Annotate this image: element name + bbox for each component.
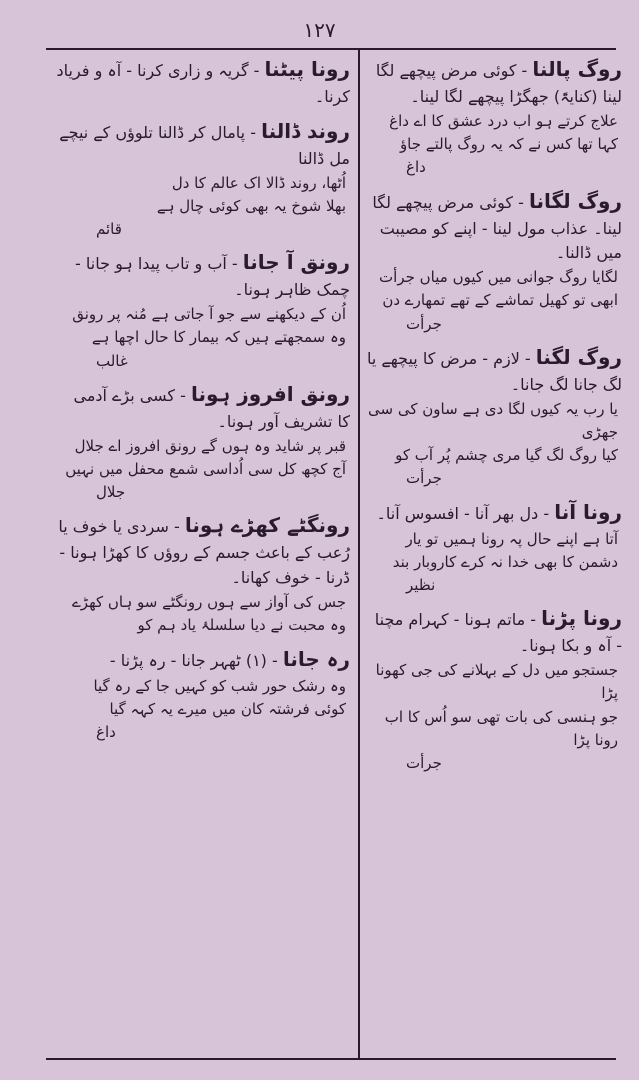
- headword: رونا پیٹنا: [264, 57, 350, 81]
- definition: - کوئی مرض پیچھے لگا لینا (کنایۃً) جھگڑا پیچھے لگا لینا۔: [375, 61, 622, 106]
- verse-line: آتا ہے اپنے حال پہ رونا ہمیں تو یار: [405, 529, 618, 548]
- dictionary-entry: [366, 54, 622, 180]
- bottom-rule: [46, 1058, 616, 1060]
- verse-line: جس کی آواز سے ہوں رونگٹے سو ہاں کھڑے: [72, 593, 346, 612]
- verse-line: یا رب یہ کیوں لگا دی ہے ساون کی سی جھڑی: [368, 399, 618, 441]
- verse-line: اُن کے دیکھنے سے جو آ جاتی ہے مُنہ پر رونق: [72, 305, 346, 324]
- verse-line: وہ محبت نے دیا سلسلۂ یاد ہم کو: [137, 616, 346, 635]
- verse-line: کوئی فرشتہ کان میں میرے یہ کہہ گیا: [109, 699, 346, 718]
- verse-line: دشمن کا بھی خدا نہ کرے کاروبار بند: [392, 552, 618, 571]
- headword: رونا آنا: [554, 499, 622, 524]
- verse-line: ابھی تو کھیل تماشے کے تھے تمھارے دن: [382, 291, 618, 310]
- headword: رونگٹے کھڑے ہونا: [184, 513, 350, 538]
- headword: رونا پڑنا: [541, 606, 622, 631]
- dictionary-entry: [56, 247, 350, 373]
- headword: روگ پالنا: [532, 57, 622, 81]
- headword: رونق افروز ہونا: [190, 381, 350, 406]
- dictionary-entry: [56, 54, 350, 110]
- dictionary-entry: [56, 644, 350, 745]
- verse-line: بھلا شوخ یہ بھی کوئی چال ہے: [156, 196, 346, 215]
- poet-name: داغ: [406, 158, 426, 177]
- right-column: [366, 54, 622, 781]
- poet-name: جلال: [96, 483, 126, 502]
- verse-line: وہ رشک حور شب کو کہیں جا کے رہ گیا: [93, 676, 346, 695]
- verse-line: کیا روگ لگ گیا مری چشم پُر آب کو: [395, 446, 618, 465]
- dictionary-entry: [56, 510, 350, 637]
- verse-line: آج کچھ کل سی اُداسی شمع محفل میں نہیں: [65, 459, 346, 478]
- definition: - دل بھر آنا - افسوس آنا۔: [376, 503, 550, 523]
- dictionary-entry: [366, 603, 622, 775]
- top-rule: [46, 48, 616, 50]
- poet-name: جرأت: [406, 469, 442, 488]
- dictionary-entry: [56, 379, 350, 505]
- definition: - سردی یا خوف یا رُعب کے باعث جسم کے روؤں کا کھڑا ہونا - ڈرنا - خوف کھانا۔: [58, 517, 350, 588]
- verse-line: کہا تھا کس نے کہ یہ روگ پالتے جاؤ: [399, 135, 618, 154]
- poet-name: جرأت: [406, 314, 442, 333]
- definition: - ماتم ہونا - کہرام مچنا - آہ و بکا ہونا۔: [374, 610, 622, 656]
- dictionary-entry: [56, 116, 350, 242]
- poet-name: قائم: [96, 220, 122, 239]
- headword: رہ جانا: [282, 646, 350, 671]
- definition: - کسی بڑے آدمی کا تشریف آور ہونا۔: [73, 385, 350, 431]
- verse-line: لگایا روگ جوانی میں کیوں میاں جرأت: [379, 268, 618, 287]
- definition: - پامال کر ڈالنا تلوؤں کے نیچے مل ڈالنا: [59, 122, 350, 168]
- poet-name: غالب: [96, 351, 128, 370]
- definition: - گریہ و زاری کرنا - آہ و فریاد کرنا۔: [56, 61, 350, 106]
- headword: روگ لگنا: [535, 344, 622, 369]
- headword: روند ڈالنا: [261, 118, 350, 143]
- definition: - آب و تاب پیدا ہو جانا - چمک ظاہر ہونا۔: [75, 254, 350, 300]
- verse-line: جستجو میں دل کے بہلانے کی جی کھونا پڑا: [375, 661, 618, 703]
- poet-name: نظیر: [406, 576, 436, 595]
- verse-line: علاج کرتے ہو اب درد عشق کا اے داغ: [389, 111, 618, 130]
- dictionary-entry: [366, 186, 622, 336]
- dictionary-entry: [366, 342, 622, 491]
- headword: روگ لگانا: [528, 188, 622, 213]
- verse-line: جو ہنسی کی بات تھی سو اُس کا اب رونا پڑا: [384, 707, 618, 749]
- column-divider: [358, 48, 360, 1058]
- dictionary-entry: [366, 497, 622, 598]
- definition: - (۱) ٹھہر جانا - رہ پڑنا -: [109, 650, 278, 670]
- left-column: [56, 54, 350, 750]
- verse-line: وہ سمجھتے ہیں کہ بیمار کا حال اچھا ہے: [91, 328, 346, 347]
- page-number: ۱۲۷: [303, 18, 336, 42]
- headword: رونق آ جانا: [242, 250, 350, 275]
- definition: - کوئی مرض پیچھے لگا لینا۔ عذاب مول لینا - اپنے کو مصیبت میں ڈالنا۔: [372, 192, 622, 263]
- poet-name: جرأت: [406, 754, 442, 773]
- poet-name: داغ: [96, 723, 116, 742]
- verse-line: اُٹھا، روند ڈالا اک عالم کا دل: [171, 173, 346, 192]
- definition: - لازم - مرض کا پیچھے یا لگ جانا لگ جانا۔: [366, 348, 622, 394]
- verse-line: قبر پر شاید وہ ہوں گے رونق افروز اے جلال: [74, 436, 346, 455]
